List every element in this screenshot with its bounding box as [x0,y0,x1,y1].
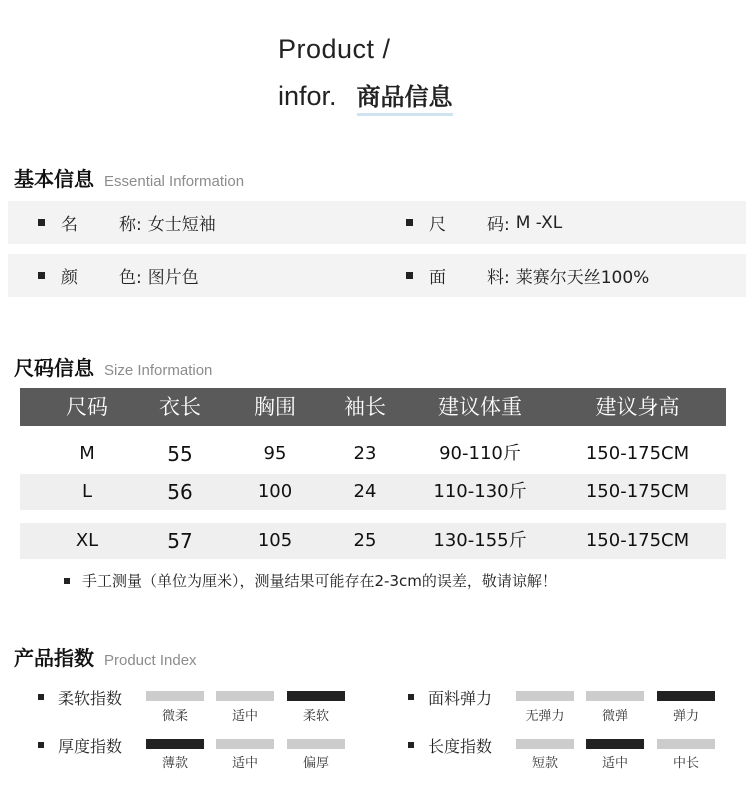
index-title-zh: 产品指数 [14,646,94,670]
info-key: 面 [429,268,446,288]
info-value: 图片色 [147,268,199,288]
info-item-fabric [406,254,649,297]
size-cell: 110-130斤 [433,481,527,502]
size-cell: 55 [167,442,193,466]
product-info-header [278,34,453,112]
index-label-text: 面料弹力 [428,688,493,708]
size-cell: 95 [263,443,287,464]
info-key: 名 [61,215,78,235]
size-cell: 130-155斤 [433,530,527,551]
size-cell: 90-110斤 [439,443,521,464]
size-section-title [14,352,212,381]
index-bar [216,691,274,701]
info-item-name [38,201,216,244]
essential-title-zh: 基本信息 [14,167,94,191]
essential-row [8,254,746,297]
index-option-text: 微弹 [601,709,628,724]
info-key-suffix: 称: [119,215,142,235]
size-cell: 56 [167,480,193,504]
info-key-suffix: 料: [487,268,510,288]
size-cell: 105 [257,530,293,551]
size-table-header [20,388,726,426]
bullet-icon [408,742,414,748]
measurement-note-text: 手工测量（单位为厘米），测量结果可能存在2-3cm的误差，敬请谅解！ [82,572,557,590]
index-option-text: 中长 [672,756,699,771]
index-label-text: 柔软指数 [58,688,123,708]
size-header-cell: 尺码 [66,395,108,419]
index-label-thickness [38,734,122,756]
index-option-text: 无弹力 [525,709,565,724]
index-section-title [14,642,197,671]
index-bar [287,739,345,749]
size-header-cell: 建议体重 [438,395,522,419]
size-cell: 150-175CM [585,443,690,464]
index-option-text: 柔软 [302,709,329,724]
bullet-icon [64,578,70,584]
index-option-text: 弹力 [672,709,699,724]
bullet-icon [38,219,45,226]
size-title-zh: 尺码信息 [14,356,94,380]
index-option-text: 适中 [601,756,628,771]
header-title-zh: 商品信息 [357,77,453,112]
size-header-cell: 建议身高 [595,395,680,419]
index-bar [216,739,274,749]
info-item-color [38,254,199,297]
index-bar [586,691,644,701]
size-header-cell: 衣长 [159,395,201,419]
index-bar [586,739,644,749]
size-table-row [20,474,726,510]
index-option-text: 短款 [531,756,558,771]
essential-section-title [14,163,244,192]
size-table-row [20,523,726,559]
size-cell: M [79,443,95,464]
size-title-en: Size Information [104,362,213,379]
index-option-text: 偏厚 [302,756,329,771]
header-line2 [278,77,453,112]
index-label-text: 长度指数 [428,736,493,756]
index-label-elasticity [408,686,492,708]
header-subtitle-en: infor. [278,81,337,111]
bullet-icon [408,694,414,700]
info-value: 女士短袖 [147,215,216,235]
bullet-icon [406,219,413,226]
info-key-suffix: 色: [119,268,142,288]
info-item-size [406,201,562,244]
size-cell: 24 [353,481,377,502]
size-cell: 23 [353,443,377,464]
size-cell: L [81,481,93,502]
index-option-text: 微柔 [161,709,188,724]
essential-title-en: Essential Information [104,173,245,190]
index-bar [146,691,204,701]
bullet-icon [406,272,413,279]
size-cell: 150-175CM [585,530,690,551]
index-bar [146,739,204,749]
index-bar [287,691,345,701]
measurement-note [64,570,557,591]
info-value: M -XL [515,212,563,233]
size-cell: 100 [257,481,293,502]
info-key: 尺 [429,215,446,235]
size-cell: 25 [353,530,377,551]
index-bar [657,691,715,701]
info-key-suffix: 码: [487,215,510,235]
index-option-text: 适中 [231,756,258,771]
index-option-text: 薄款 [161,756,188,771]
index-label-softness [38,686,122,708]
size-header-cell: 袖长 [344,395,386,419]
size-header-cell: 胸围 [254,395,296,419]
size-cell: 57 [167,529,193,553]
size-cell: XL [75,530,99,551]
bullet-icon [38,694,44,700]
essential-row [8,201,746,244]
bullet-icon [38,272,45,279]
index-title-en: Product Index [104,652,197,669]
index-bar [657,739,715,749]
header-title-en: Product / [278,34,391,64]
size-cell: 150-175CM [585,481,690,502]
info-value: 莱赛尔天丝100% [515,268,650,288]
size-table-row [20,436,726,472]
index-bar [516,691,574,701]
index-option-text: 适中 [231,709,258,724]
index-bar [516,739,574,749]
bullet-icon [38,742,44,748]
index-label-text: 厚度指数 [58,736,123,756]
info-key: 颜 [61,268,78,288]
index-label-length [408,734,492,756]
